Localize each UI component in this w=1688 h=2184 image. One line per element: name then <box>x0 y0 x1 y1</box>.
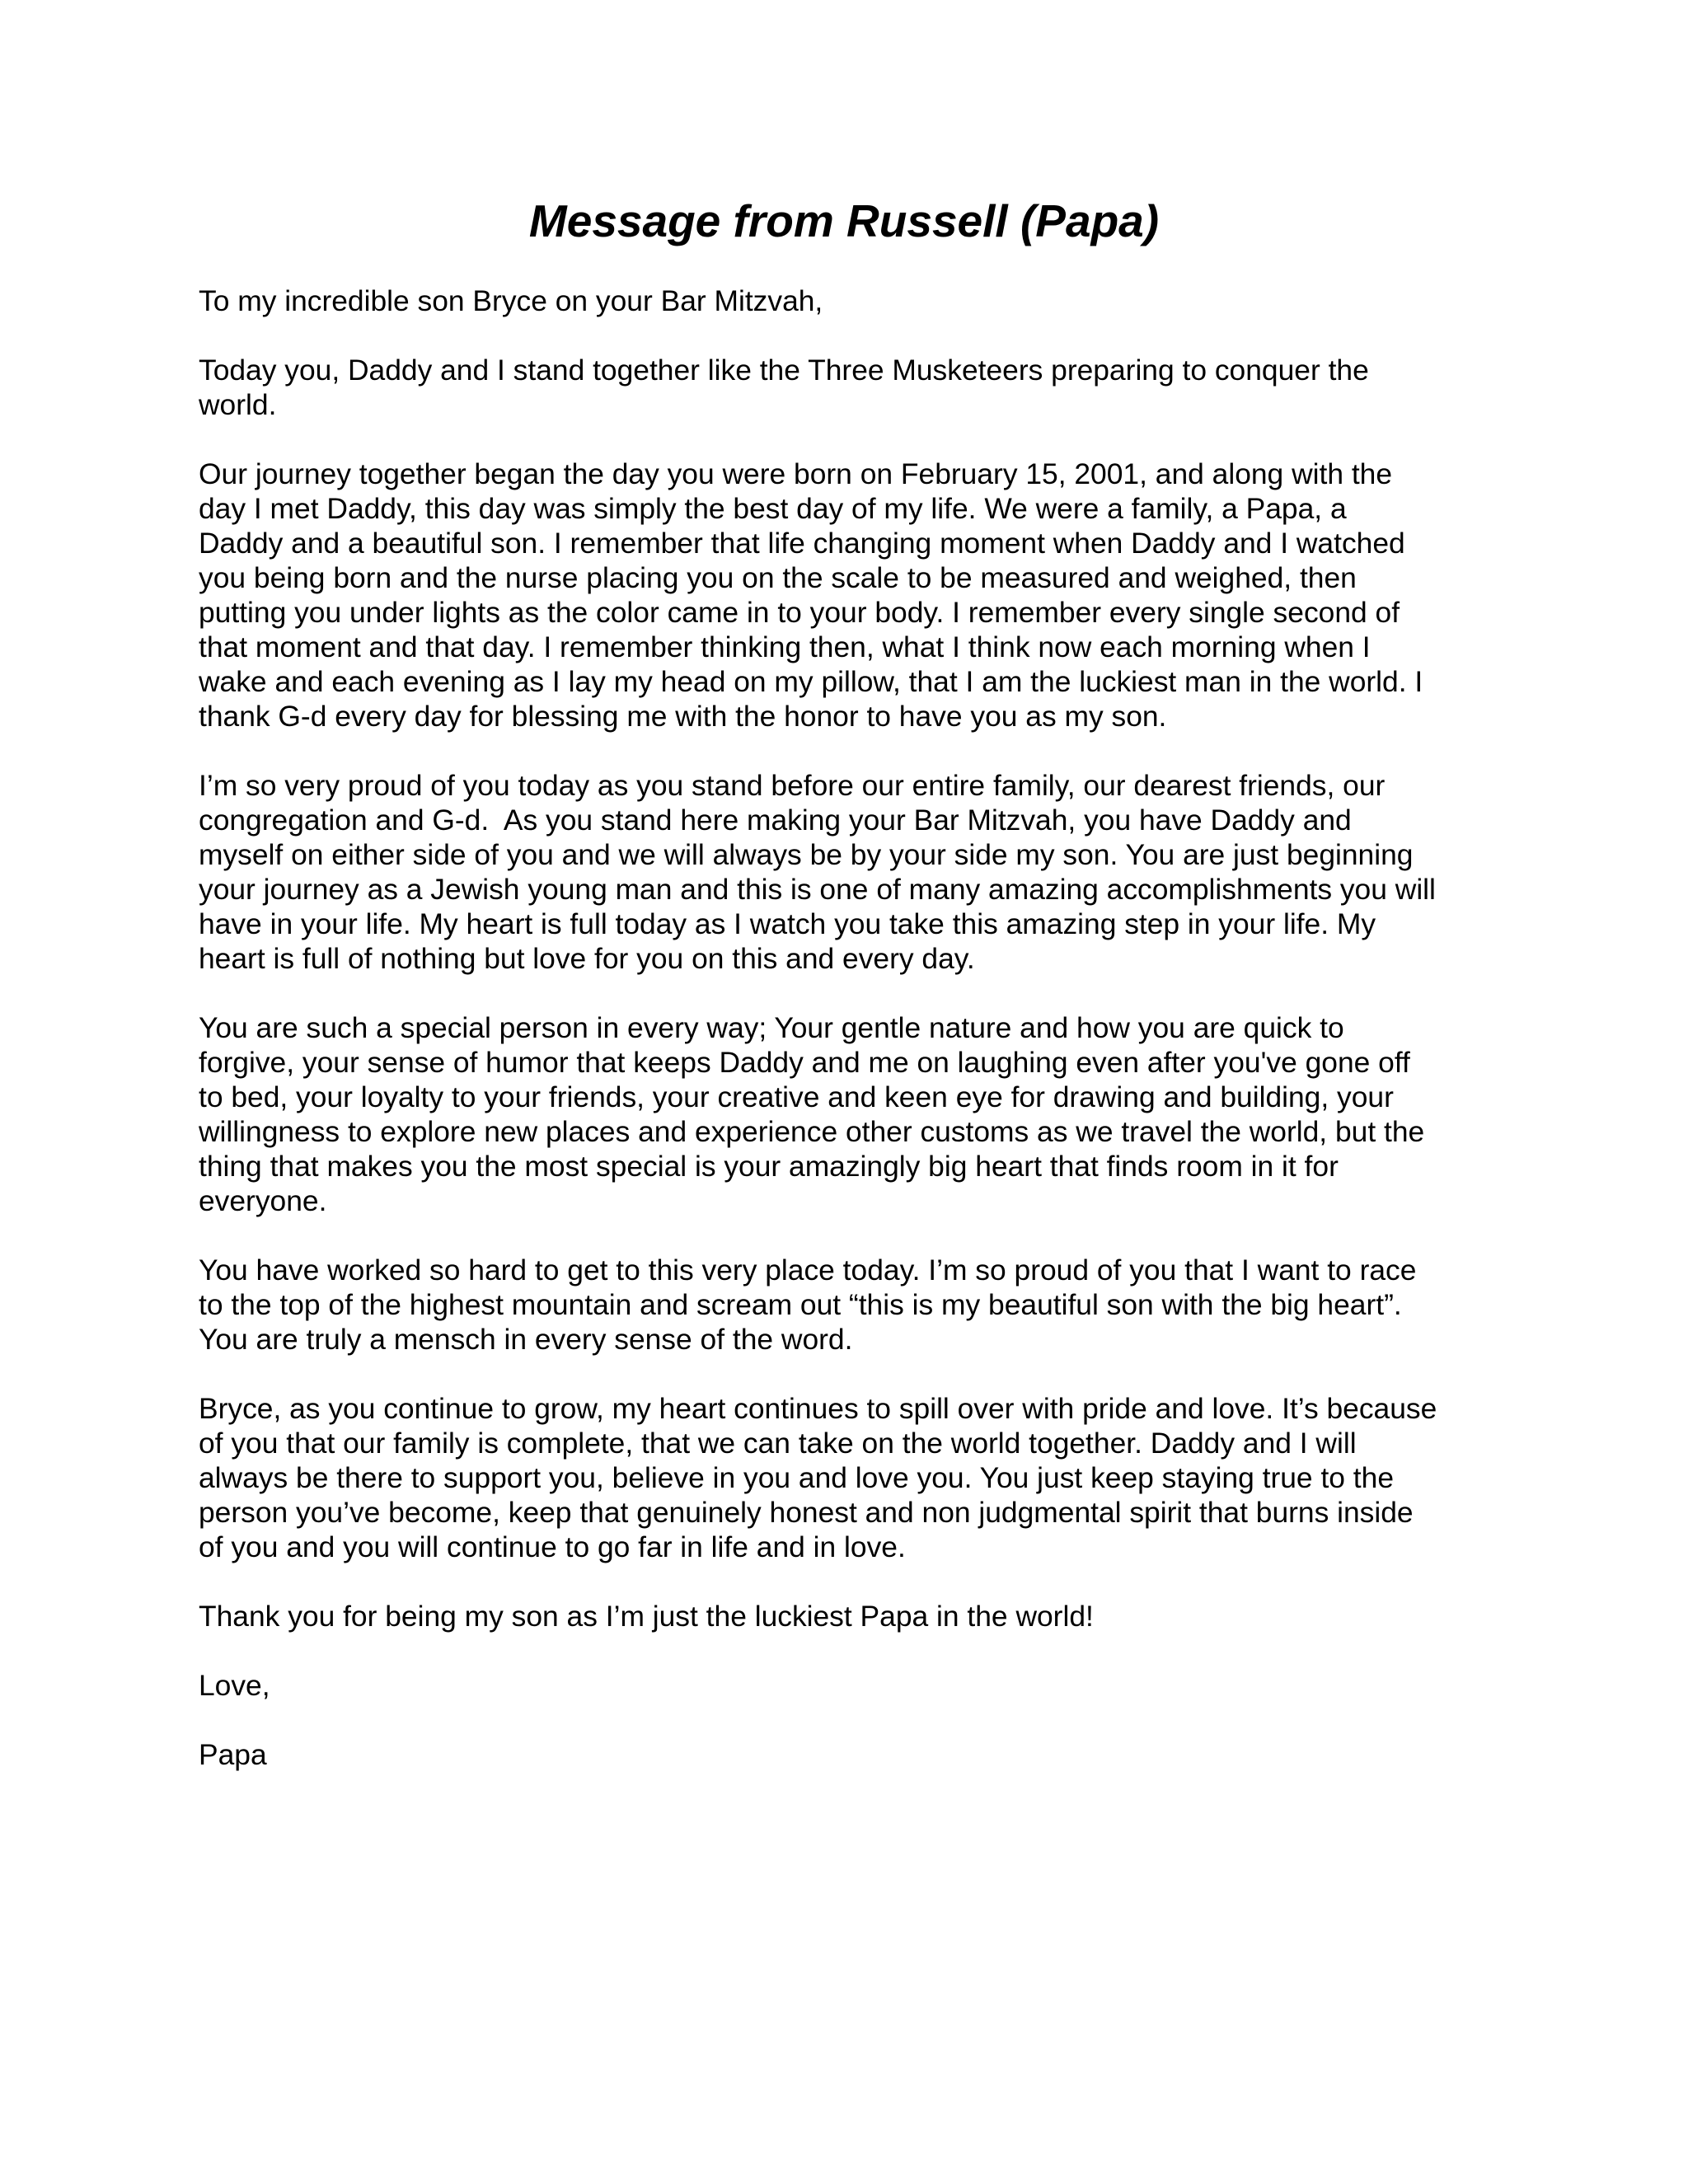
text-line: thank G-d every day for blessing me with the honor to have you as my son. <box>199 700 1167 733</box>
text-line: Bryce, as you continue to grow, my heart continues to spill over with pride and love. It’s because <box>199 1392 1437 1425</box>
text-line: You have worked so hard to get to this very place today. I’m so proud of you that I want to race <box>199 1254 1417 1286</box>
text-line: forgive, your sense of humor that keeps Daddy and me on laughing even after you've gone off <box>199 1046 1410 1079</box>
paragraph-thank-you <box>199 1599 1501 1633</box>
text-line: to bed, your loyalty to your friends, your creative and keen eye for drawing and building, your <box>199 1080 1394 1113</box>
paragraph-journey <box>199 457 1501 733</box>
text-line: Our journey together began the day you were born on February 15, 2001, and along with the <box>199 457 1393 490</box>
text-line: thing that makes you the most special is your amazingly big heart that finds room in it for <box>199 1150 1339 1183</box>
paragraph-special <box>199 1010 1501 1218</box>
text-line: Today you, Daddy and I stand together like the Three Musketeers preparing to conquer the <box>199 354 1369 387</box>
paragraph-grow <box>199 1391 1501 1564</box>
text-line: Papa <box>199 1738 267 1771</box>
paragraph-proud <box>199 768 1501 976</box>
page-title: Message from Russell (Papa) <box>528 195 1160 246</box>
text-line: have in your life. My heart is full today as I watch you take this amazing step in your life. My <box>199 907 1376 940</box>
text-line: You are such a special person in every way; Your gentle nature and how you are quick to <box>199 1011 1344 1044</box>
paragraph-signature <box>199 1737 1501 1772</box>
text-line: to the top of the highest mountain and scream out “this is my beautiful son with the big heart”. <box>199 1288 1402 1321</box>
text-line: world. <box>199 388 277 421</box>
text-line: wake and each evening as I lay my head on my pillow, that I am the luckiest man in the world. I <box>199 665 1423 698</box>
paragraph-closing <box>199 1668 1501 1703</box>
text-line: everyone. <box>199 1184 327 1217</box>
text-line: Daddy and a beautiful son. I remember that life changing moment when Daddy and I watched <box>199 527 1405 560</box>
text-line: myself on either side of you and we will always be by your side my son. You are just beginning <box>199 838 1414 871</box>
text-line: you being born and the nurse placing you on the scale to be measured and weighed, then <box>199 561 1357 594</box>
text-line: of you and you will continue to go far in life and in love. <box>199 1530 906 1563</box>
text-line: Thank you for being my son as I’m just the luckiest Papa in the world! <box>199 1600 1094 1633</box>
text-line: To my incredible son Bryce on your Bar Mitzvah, <box>199 284 823 317</box>
letter-body <box>199 284 1501 1807</box>
paragraph-musketeers <box>199 353 1501 422</box>
text-line: putting you under lights as the color came in to your body. I remember every single second of <box>199 596 1400 629</box>
text-line: Love, <box>199 1669 270 1702</box>
text-line: your journey as a Jewish young man and this is one of many amazing accomplishments you will <box>199 873 1436 906</box>
text-line: person you’ve become, keep that genuinely honest and non judgmental spirit that burns inside <box>199 1496 1414 1529</box>
text-line: You are truly a mensch in every sense of the word. <box>199 1323 853 1356</box>
paragraph-salutation <box>199 284 1501 318</box>
text-line: day I met Daddy, this day was simply the best day of my life. We were a family, a Papa, a <box>199 492 1347 525</box>
text-line: willingness to explore new places and experience other customs as we travel the world, but the <box>199 1115 1425 1148</box>
text-line: congregation and G-d. As you stand here making your Bar Mitzvah, you have Daddy and <box>199 804 1352 837</box>
text-line: of you that our family is complete, that we can take on the world together. Daddy and I will <box>199 1427 1357 1460</box>
text-line: that moment and that day. I remember thinking then, what I think now each morning when I <box>199 630 1371 663</box>
paragraph-worked-hard <box>199 1253 1501 1357</box>
text-line: always be there to support you, believe in you and love you. You just keep staying true to the <box>199 1461 1394 1494</box>
text-line: I’m so very proud of you today as you stand before our entire family, our dearest friends, our <box>199 769 1386 802</box>
text-line: heart is full of nothing but love for you on this and every day. <box>199 942 975 975</box>
